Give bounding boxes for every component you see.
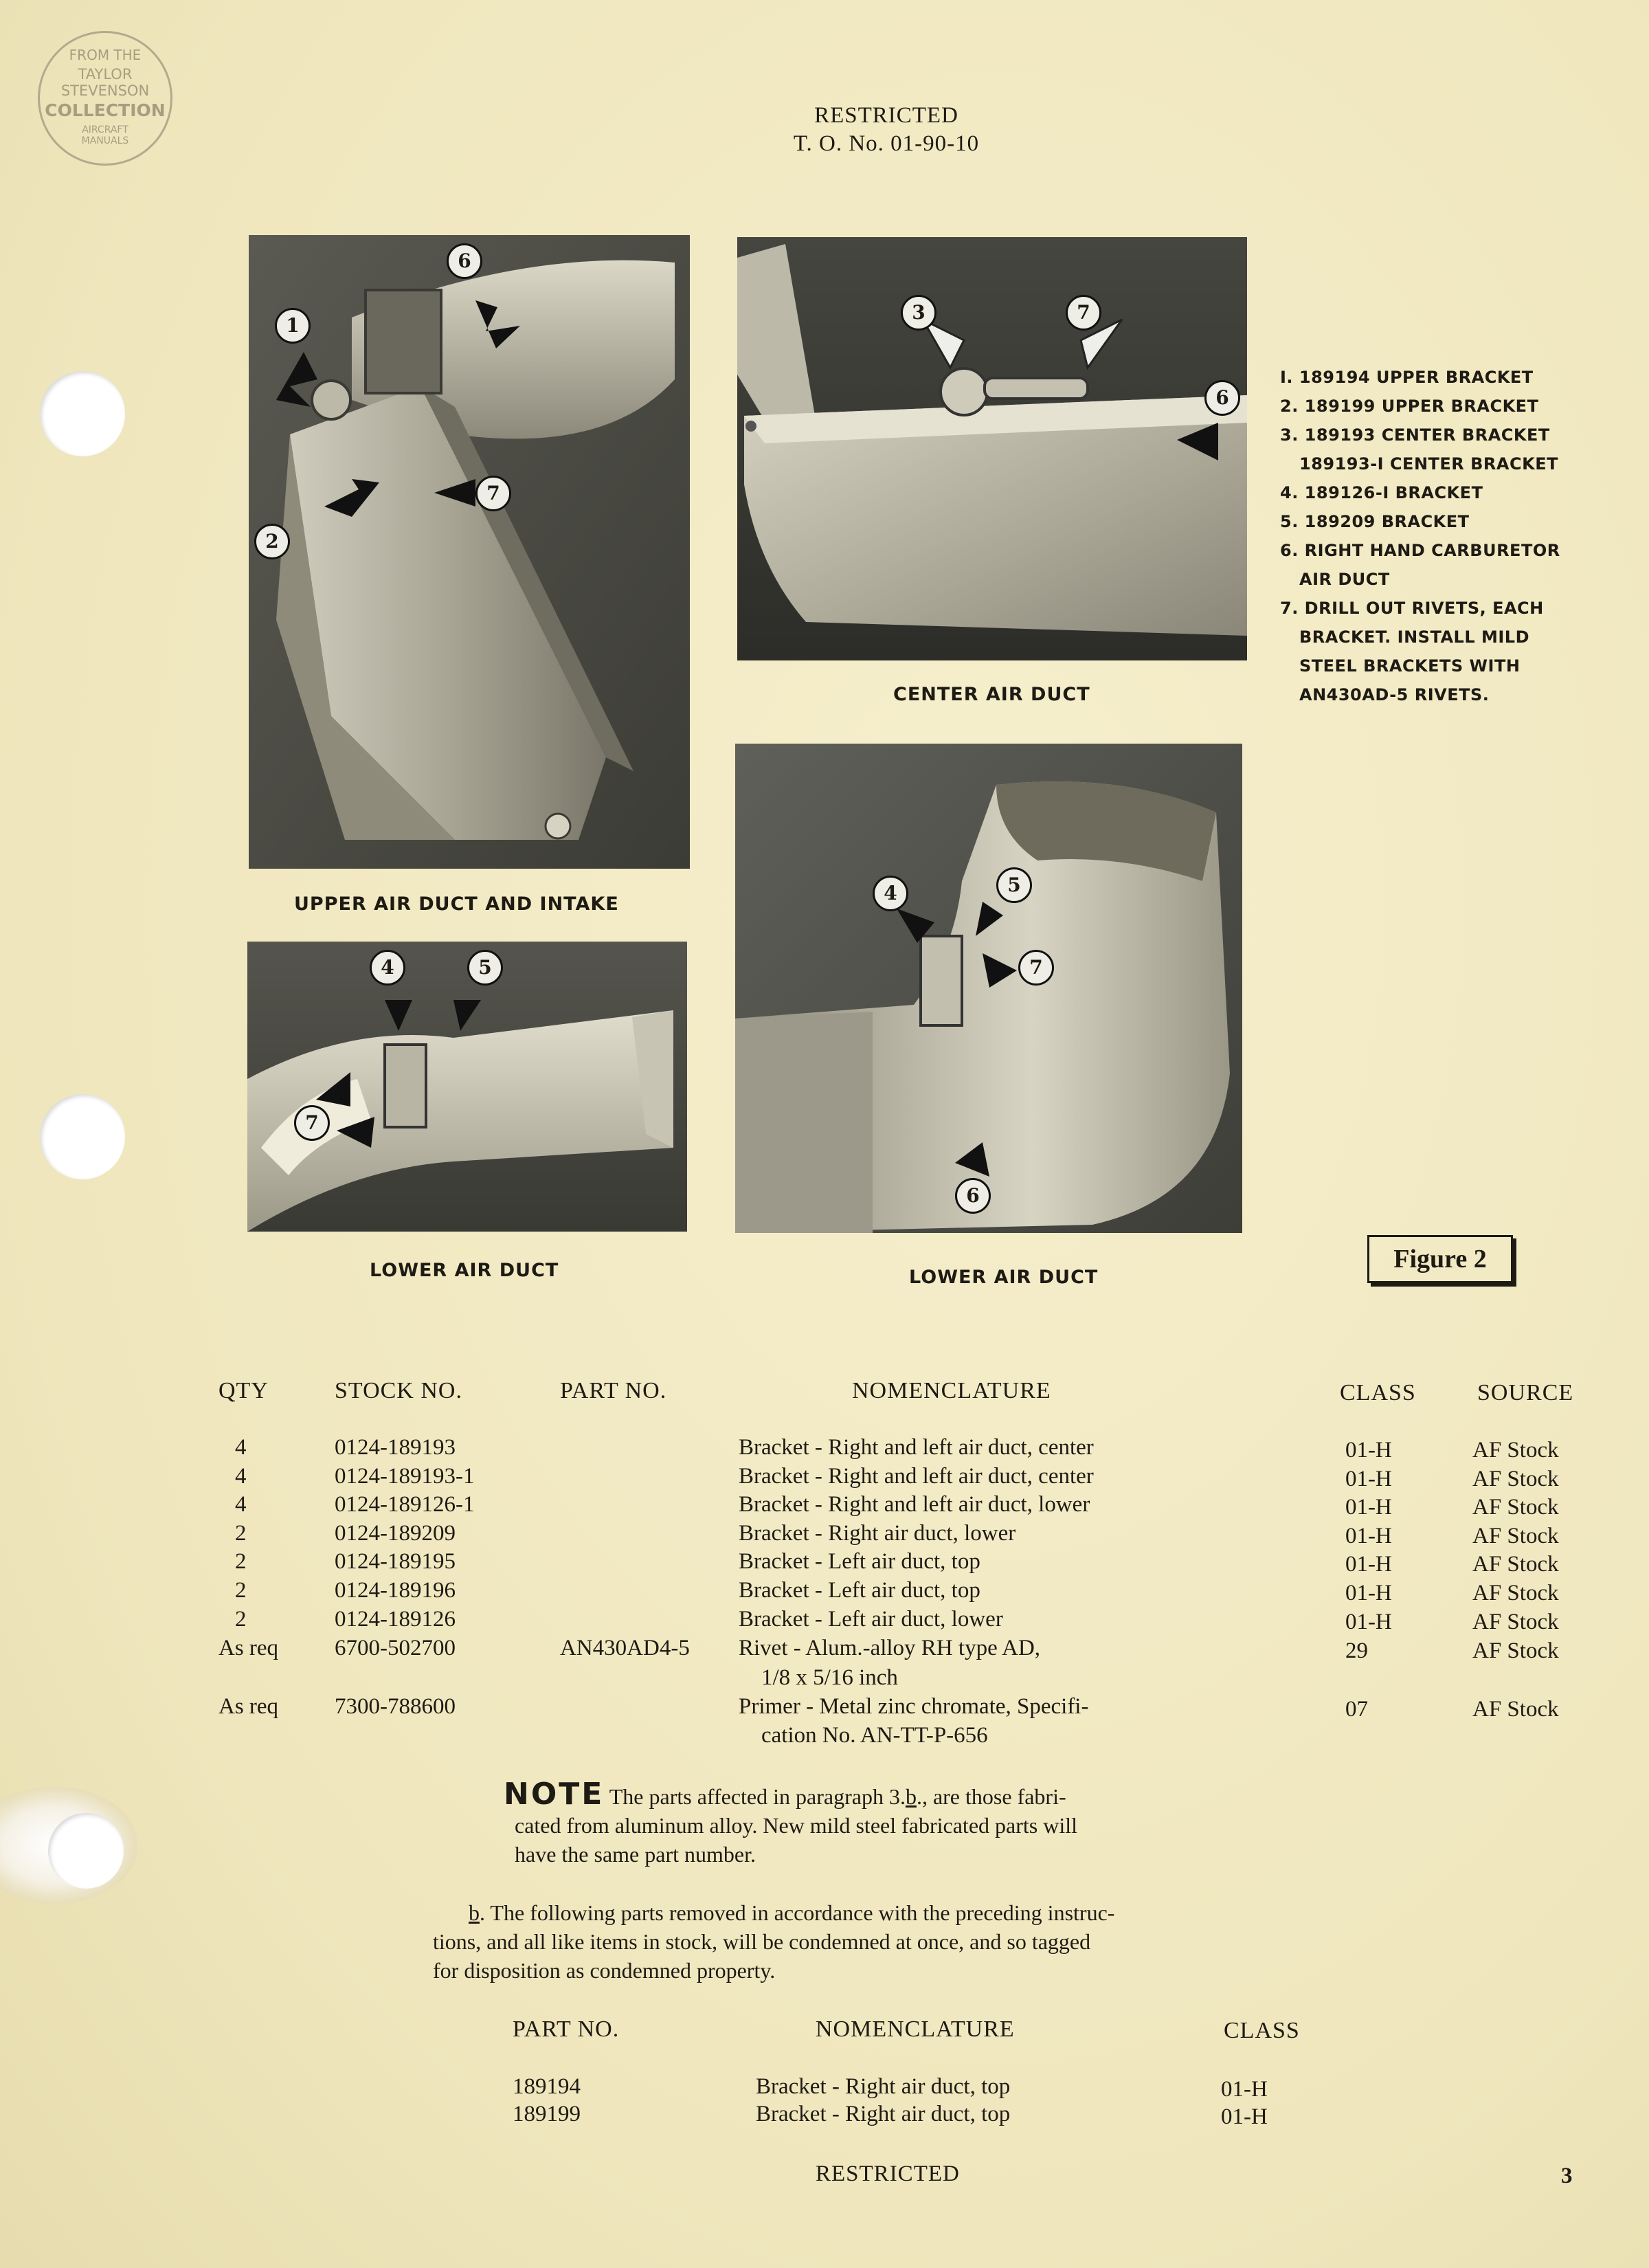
cell-stock-no: 0124-189126-1 xyxy=(335,1492,475,1517)
cell-class: 01-H xyxy=(1345,1495,1392,1520)
legend-item-4: 4. 189126-I BRACKET xyxy=(1280,483,1483,502)
figure-legend xyxy=(1280,363,1569,709)
cell-qty: 2 xyxy=(235,1549,247,1574)
col-header-nomenclature: NOMENCLATURE xyxy=(852,1378,1051,1403)
cell-class: 01-H xyxy=(1221,2104,1268,2129)
cell-qty: As req xyxy=(218,1636,279,1660)
cell-nomenclature: Bracket - Right and left air duct, center xyxy=(739,1435,1094,1460)
cell-qty: 2 xyxy=(235,1521,247,1546)
legend-item-7: 7. DRILL OUT RIVETS, EACH xyxy=(1280,599,1544,618)
cell-class: 07 xyxy=(1345,1697,1368,1722)
cell-nomenclature: Bracket - Right air duct, top xyxy=(756,2102,1011,2126)
col-header-class: CLASS xyxy=(1340,1380,1416,1405)
callout-4: 4 xyxy=(873,876,908,911)
cell-part-no: AN430AD4-5 xyxy=(560,1636,690,1660)
cell-source: AF Stock xyxy=(1472,1438,1559,1463)
legend-item-1: I. 189194 UPPER BRACKET xyxy=(1280,368,1534,387)
cell-source: AF Stock xyxy=(1472,1610,1559,1634)
stamp-line-3: STEVENSON xyxy=(60,82,150,99)
stamp-line-2: TAYLOR xyxy=(78,66,133,82)
photo-lower-air-duct-right xyxy=(735,744,1242,1233)
paragraph-b-line-3: for disposition as condemned property. xyxy=(433,1958,776,1983)
paragraph-b-line-1 xyxy=(433,1898,1395,1927)
cell-class: 01-H xyxy=(1345,1552,1392,1577)
photo-lower-air-duct-left xyxy=(247,942,687,1232)
page-number: 3 xyxy=(1561,2164,1573,2188)
stamp-line-1: FROM THE xyxy=(69,47,142,63)
cell-class: 01-H xyxy=(1221,2077,1268,2102)
caption-upper-air-duct: UPPER AIR DUCT AND INTAKE xyxy=(294,893,619,915)
cell-nomenclature: Bracket - Right air duct, top xyxy=(756,2074,1011,2099)
cell-source: AF Stock xyxy=(1472,1524,1559,1548)
callout-2: 2 xyxy=(254,524,290,559)
cell-qty: 4 xyxy=(235,1464,247,1489)
callout-7: 7 xyxy=(1066,295,1101,331)
cell-nomenclature: Primer - Metal zinc chromate, Specifi- xyxy=(739,1694,1089,1719)
cell-nomenclature: Bracket - Right and left air duct, lower xyxy=(739,1492,1090,1517)
caption-lower-air-duct-right: LOWER AIR DUCT xyxy=(909,1267,1099,1288)
photo-upper-air-duct xyxy=(249,235,690,869)
cell-stock-no: 6700-502700 xyxy=(335,1636,456,1660)
legend-item-3-cont: 189193-I CENTER BRACKET xyxy=(1299,454,1558,474)
caption-lower-air-duct-left: LOWER AIR DUCT xyxy=(370,1260,559,1281)
cell-stock-no: 0124-189193-1 xyxy=(335,1464,475,1489)
cell-nomenclature: Bracket - Right air duct, lower xyxy=(739,1521,1016,1546)
stamp-line-5: AIRCRAFT xyxy=(82,124,128,135)
lower-right-duct-arrows xyxy=(735,744,1242,1233)
cell-qty: 4 xyxy=(235,1435,247,1460)
note-heading: NOTE xyxy=(504,1777,605,1812)
cell-class: 01-H xyxy=(1345,1581,1392,1605)
caption-center-air-duct: CENTER AIR DUCT xyxy=(893,684,1090,705)
cell-source: AF Stock xyxy=(1472,1552,1559,1577)
callout-4: 4 xyxy=(370,950,405,986)
cell-class: 01-H xyxy=(1345,1467,1392,1491)
cell-nomenclature: Bracket - Left air duct, top xyxy=(739,1578,980,1603)
cell-stock-no: 0124-189209 xyxy=(335,1521,456,1546)
cell-class: 01-H xyxy=(1345,1524,1392,1548)
cell-source: AF Stock xyxy=(1472,1638,1559,1663)
condemned-header-nomenclature: NOMENCLATURE xyxy=(816,2016,1015,2042)
cell-qty: 2 xyxy=(235,1607,247,1632)
cell-qty: 4 xyxy=(235,1492,247,1517)
cell-nomenclature: Bracket - Right and left air duct, center xyxy=(739,1464,1094,1489)
callout-3: 3 xyxy=(901,295,936,331)
paragraph-b xyxy=(433,1898,1395,1985)
cell-stock-no: 0124-189195 xyxy=(335,1549,456,1574)
header-classification: RESTRICTED xyxy=(814,103,958,128)
legend-item-7-cont-b: STEEL BRACKETS WITH xyxy=(1299,656,1521,676)
cell-stock-no: 0124-189196 xyxy=(335,1578,456,1603)
note-text-1c: ., are those fabri- xyxy=(916,1784,1066,1809)
lower-left-duct-arrows xyxy=(247,942,687,1232)
note-block xyxy=(504,1777,1383,1869)
legend-item-7-cont-c: AN430AD-5 RIVETS. xyxy=(1299,685,1490,704)
legend-item-6: 6. RIGHT HAND CARBURETOR xyxy=(1280,541,1560,560)
cell-qty: As req xyxy=(218,1694,279,1719)
paragraph-b-line-2: tions, and all like items in stock, will be condemned at once, and so tagged xyxy=(433,1929,1091,1954)
callout-5: 5 xyxy=(467,950,503,986)
cell-part-no: 189199 xyxy=(513,2102,581,2126)
punch-hole-middle xyxy=(40,1094,125,1179)
col-header-source: SOURCE xyxy=(1477,1380,1574,1405)
cell-class: 01-H xyxy=(1345,1438,1392,1463)
note-line-2: cated from aluminum alloy. New mild steel fabricated parts will xyxy=(515,1813,1077,1838)
photo-center-air-duct xyxy=(737,237,1247,660)
figure-label: Figure 2 xyxy=(1367,1235,1513,1283)
header-doc-number: T. O. No. 01-90-10 xyxy=(793,131,980,156)
punch-hole-bottom xyxy=(48,1813,124,1889)
callout-7: 7 xyxy=(1018,950,1054,986)
cell-source: AF Stock xyxy=(1472,1697,1559,1722)
cell-source: AF Stock xyxy=(1472,1581,1559,1605)
legend-item-6-cont: AIR DUCT xyxy=(1299,570,1390,589)
paragraph-b-text-1: . The following parts removed in accordance with the preceding instruc- xyxy=(480,1900,1115,1925)
callout-6: 6 xyxy=(955,1178,991,1214)
cell-nomenclature: Bracket - Left air duct, top xyxy=(739,1549,980,1574)
legend-item-2: 2. 189199 UPPER BRACKET xyxy=(1280,397,1539,416)
cell-nomenclature: Bracket - Left air duct, lower xyxy=(739,1607,1003,1632)
col-header-qty: QTY xyxy=(218,1378,269,1403)
center-duct-arrows xyxy=(737,237,1247,660)
cell-class: 01-H xyxy=(1345,1610,1392,1634)
callout-7: 7 xyxy=(475,476,511,511)
punch-hole-top xyxy=(40,371,125,456)
callout-1: 1 xyxy=(275,308,311,344)
legend-item-5: 5. 189209 BRACKET xyxy=(1280,512,1470,531)
cell-nomenclature-cont: cation No. AN-TT-P-656 xyxy=(761,1723,988,1748)
stamp-line-6: MANUALS xyxy=(81,135,129,146)
cell-part-no: 189194 xyxy=(513,2074,581,2099)
col-header-stock-no: STOCK NO. xyxy=(335,1378,462,1403)
note-line-1 xyxy=(504,1777,1383,1812)
cell-qty: 2 xyxy=(235,1578,247,1603)
cell-stock-no: 7300-788600 xyxy=(335,1694,456,1719)
note-text-1b: b xyxy=(905,1784,917,1809)
col-header-part-no: PART NO. xyxy=(560,1378,667,1403)
cell-source: AF Stock xyxy=(1472,1495,1559,1520)
cell-nomenclature-cont: 1/8 x 5/16 inch xyxy=(761,1665,898,1690)
footer-classification: RESTRICTED xyxy=(816,2161,960,2186)
stamp-line-4: COLLECTION xyxy=(45,100,166,120)
condemned-header-class: CLASS xyxy=(1224,2018,1300,2043)
callout-6: 6 xyxy=(1204,380,1240,416)
callout-7: 7 xyxy=(294,1105,330,1141)
upper-duct-arrows xyxy=(249,235,690,869)
cell-stock-no: 0124-189193 xyxy=(335,1435,456,1460)
condemned-header-part-no: PART NO. xyxy=(513,2016,620,2042)
callout-5: 5 xyxy=(996,867,1032,903)
legend-item-3: 3. 189193 CENTER BRACKET xyxy=(1280,425,1550,445)
callout-6: 6 xyxy=(447,243,482,279)
note-text-1a: The parts affected in paragraph 3. xyxy=(609,1784,906,1809)
cell-stock-no: 0124-189126 xyxy=(335,1607,456,1632)
cell-source: AF Stock xyxy=(1472,1467,1559,1491)
cell-class: 29 xyxy=(1345,1638,1368,1663)
paragraph-b-label: b xyxy=(469,1900,480,1925)
cell-nomenclature: Rivet - Alum.-alloy RH type AD, xyxy=(739,1636,1041,1660)
legend-item-7-cont-a: BRACKET. INSTALL MILD xyxy=(1299,627,1530,647)
note-line-3: have the same part number. xyxy=(515,1842,756,1867)
